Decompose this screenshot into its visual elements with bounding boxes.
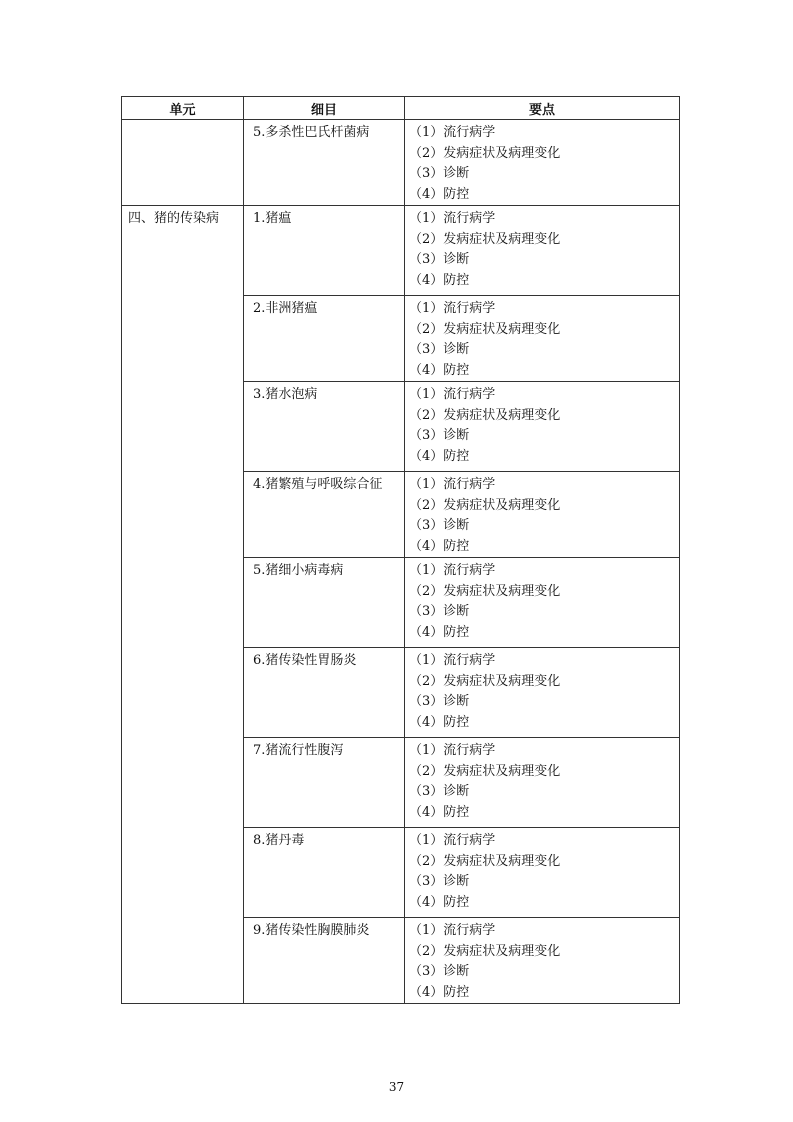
point-text: （3）诊断 (409, 784, 470, 799)
points-cell (405, 382, 680, 472)
item-text: 2.非洲猪瘟 (253, 301, 318, 316)
point-text: （4）防控 (409, 448, 470, 464)
point-text: （1）流行病学 (409, 125, 496, 140)
point-text: （3）诊断 (409, 518, 470, 533)
points-cell (405, 558, 680, 648)
table-row (122, 206, 680, 296)
unit-cell (122, 206, 244, 1004)
point-text: （3）诊断 (409, 252, 470, 267)
item-cell (244, 558, 405, 648)
point-text: （1）流行病学 (409, 923, 496, 938)
syllabus-table (121, 96, 680, 1004)
point-text: （4）防控 (409, 362, 470, 378)
point-text: （2）发病症状及病理变化 (409, 321, 561, 337)
point-text: （2）发病症状及病理变化 (409, 583, 561, 599)
point-text: （4）防控 (409, 804, 470, 820)
point-text: （3）诊断 (409, 166, 470, 181)
item-cell (244, 918, 405, 1004)
point-text: （2）发病症状及病理变化 (409, 145, 561, 161)
item-cell (244, 472, 405, 558)
points-cell (405, 206, 680, 296)
point-text: （3）诊断 (409, 874, 470, 889)
item-text: 8.猪丹毒 (253, 833, 305, 848)
point-text: （4）防控 (409, 624, 470, 640)
table-header-row (122, 97, 680, 120)
item-text: 5.猪细小病毒病 (253, 563, 344, 578)
point-text: （3）诊断 (409, 604, 470, 619)
item-cell (244, 206, 405, 296)
point-text: （3）诊断 (409, 694, 470, 709)
point-text: （2）发病症状及病理变化 (409, 943, 561, 959)
syllabus-table-container (121, 96, 679, 1004)
item-cell (244, 738, 405, 828)
header-unit: 单元 (122, 97, 244, 120)
page-number: 37 (388, 1080, 405, 1094)
item-text: 3.猪水泡病 (253, 387, 318, 402)
point-text: （3）诊断 (409, 964, 470, 979)
point-text: （1）流行病学 (409, 743, 496, 758)
point-text: （2）发病症状及病理变化 (409, 673, 561, 689)
item-cell (244, 382, 405, 472)
points-cell (405, 296, 680, 382)
unit-text: 四、猪的传染病 (128, 211, 220, 226)
point-text: （3）诊断 (409, 428, 470, 443)
item-text: 4.猪繁殖与呼吸综合征 (253, 477, 383, 492)
point-text: （1）流行病学 (409, 563, 496, 578)
point-text: （1）流行病学 (409, 211, 496, 226)
points-cell (405, 472, 680, 558)
point-text: （1）流行病学 (409, 653, 496, 668)
item-text: 5.多杀性巴氏杆菌病 (253, 125, 370, 140)
item-text: 1.猪瘟 (253, 211, 292, 226)
table-row (122, 120, 680, 206)
point-text: （2）发病症状及病理变化 (409, 497, 561, 513)
point-text: （1）流行病学 (409, 833, 496, 848)
item-cell (244, 648, 405, 738)
points-cell (405, 648, 680, 738)
point-text: （1）流行病学 (409, 477, 496, 492)
point-text: （2）发病症状及病理变化 (409, 231, 561, 247)
points-cell (405, 738, 680, 828)
point-text: （2）发病症状及病理变化 (409, 407, 561, 423)
point-text: （4）防控 (409, 984, 470, 1000)
point-text: （2）发病症状及病理变化 (409, 763, 561, 779)
point-text: （4）防控 (409, 894, 470, 910)
item-text: 6.猪传染性胃肠炎 (253, 653, 357, 668)
point-text: （3）诊断 (409, 342, 470, 357)
point-text: （1）流行病学 (409, 387, 496, 402)
point-text: （4）防控 (409, 272, 470, 288)
points-cell (405, 918, 680, 1004)
point-text: （4）防控 (409, 538, 470, 554)
points-cell (405, 828, 680, 918)
points-cell (405, 120, 680, 206)
point-text: （4）防控 (409, 186, 470, 202)
point-text: （2）发病症状及病理变化 (409, 853, 561, 869)
item-text: 7.猪流行性腹泻 (253, 743, 344, 758)
header-item: 细目 (244, 97, 405, 120)
point-text: （1）流行病学 (409, 301, 496, 316)
header-points: 要点 (405, 97, 680, 120)
point-text: （4）防控 (409, 714, 470, 730)
item-cell (244, 828, 405, 918)
unit-cell-empty (122, 120, 244, 206)
item-cell (244, 296, 405, 382)
item-text: 9.猪传染性胸膜肺炎 (253, 923, 370, 938)
item-cell (244, 120, 405, 206)
